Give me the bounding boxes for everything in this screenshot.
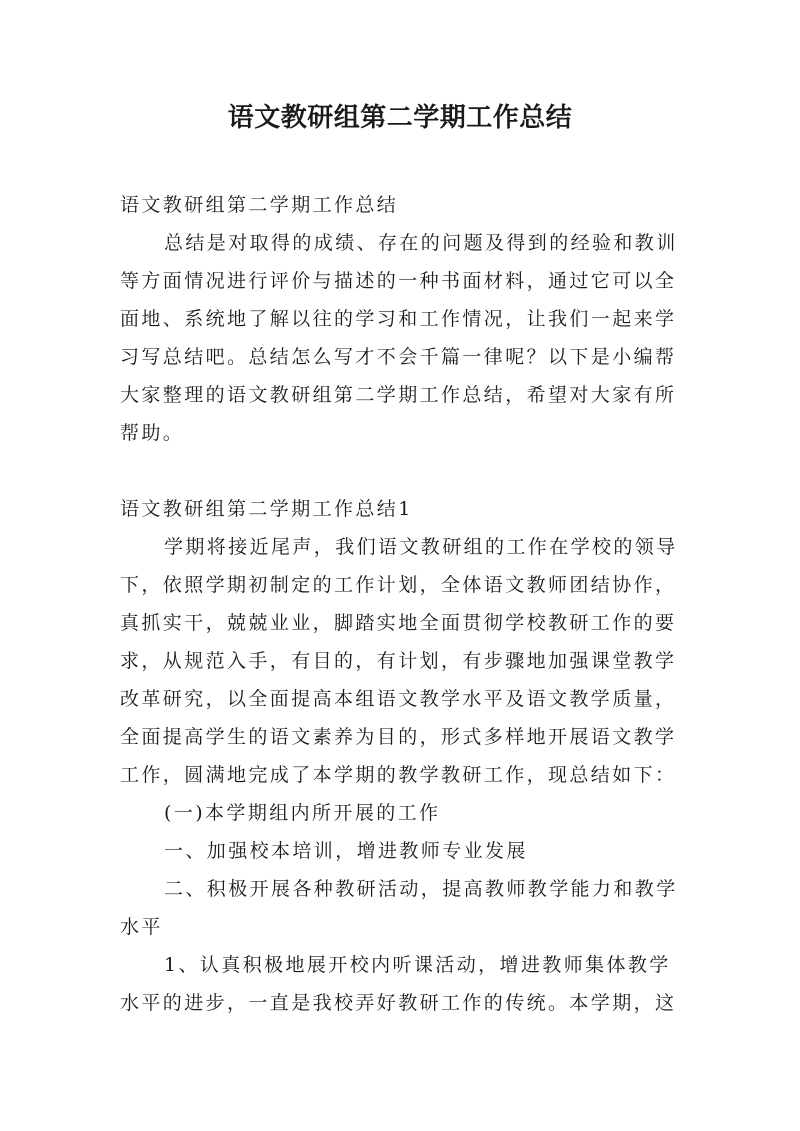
- list-item-heading-continuation: 水平: [120, 916, 163, 938]
- section-paragraph-line: 改革研究，以全面提高本组语文教学水平及语文教学质量，: [120, 688, 677, 710]
- paragraph-spacer: [120, 452, 686, 490]
- list-item-heading: 一、加强校本培训，增进教师专业发展: [164, 840, 528, 862]
- intro-heading: 语文教研组第二学期工作总结: [120, 194, 399, 216]
- section-paragraph-line: 全面提高学生的语文素养为目的，形式多样地开展语文教学: [120, 726, 677, 748]
- section-heading: 语文教研组第二学期工作总结1: [120, 498, 413, 520]
- intro-paragraph-line: 等方面情况进行评价与描述的一种书面材料，通过它可以全: [120, 270, 677, 292]
- document-title: 语文教研组第二学期工作总结: [227, 103, 573, 133]
- section-paragraph-line: 真抓实干，兢兢业业，脚踏实地全面贯彻学校教研工作的要: [120, 612, 677, 634]
- document-body: [120, 186, 686, 1022]
- intro-paragraph-line: 帮助。: [120, 422, 185, 444]
- list-item-heading: 二、积极开展各种教研活动，提高教师教学能力和教学: [164, 878, 678, 900]
- section-paragraph-line: 学期将接近尾声，我们语文教研组的工作在学校的领导: [164, 536, 678, 558]
- section-paragraph-line: 下，依照学期初制定的工作计划，全体语文教师团结协作，: [120, 574, 677, 596]
- intro-paragraph-line: 面地、系统地了解以往的学习和工作情况，让我们一起来学: [120, 308, 677, 330]
- intro-paragraph-line: 习写总结吧。总结怎么写才不会千篇一律呢？以下是小编帮: [120, 346, 677, 368]
- section-paragraph-line: 求，从规范入手，有目的，有计划，有步骤地加强课堂教学: [120, 650, 677, 672]
- intro-paragraph-line: 总结是对取得的成绩、存在的问题及得到的经验和教训: [164, 232, 678, 254]
- intro-paragraph-line: 大家整理的语文教研组第二学期工作总结，希望对大家有所: [120, 384, 677, 406]
- numbered-paragraph-line: 水平的进步，一直是我校弄好教研工作的传统。本学期，这: [120, 992, 677, 1014]
- numbered-paragraph-line: 1、认真积极地展开校内听课活动，增进教师集体教学: [164, 954, 671, 976]
- section-paragraph-line: 工作，圆满地完成了本学期的教学教研工作，现总结如下：: [120, 764, 677, 786]
- subsection-heading: (一)本学期组内所开展的工作: [164, 802, 441, 824]
